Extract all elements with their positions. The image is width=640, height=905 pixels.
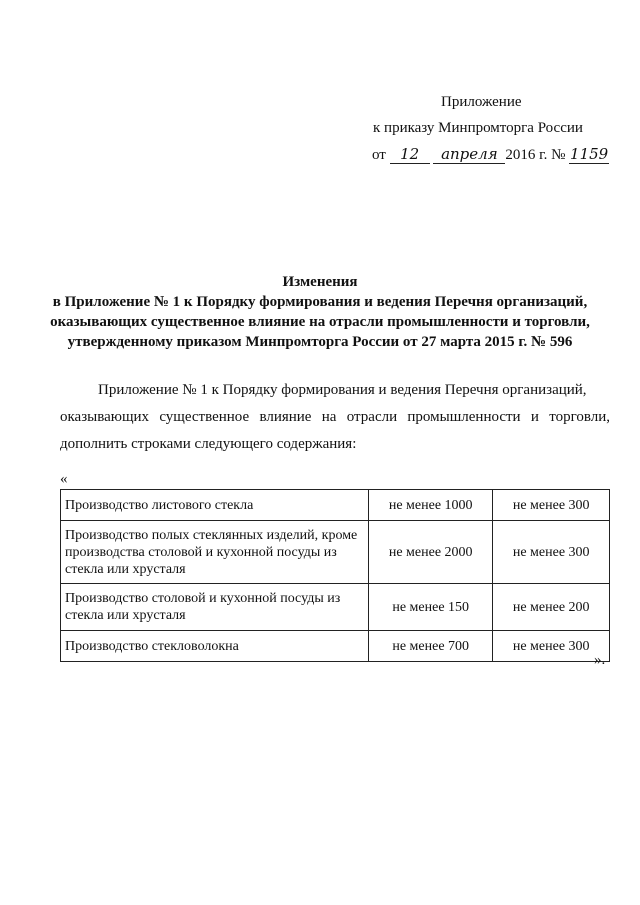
appendix-order-reference: к приказу Минпромторга России [373, 120, 583, 136]
table-row [61, 521, 610, 584]
document-title [30, 272, 610, 352]
paragraph-rest: оказывающих существенное влияние на отрасли промышленности и торговли, дополнить строками следующего содержания: [60, 409, 610, 452]
date-year: 2016 г. № [505, 147, 566, 163]
threshold-2: не менее 300 [493, 521, 610, 584]
changes-table [60, 489, 610, 662]
title-line-2: в Приложение № 1 к Порядку формирования и ведения Перечня организаций, [52, 294, 588, 310]
appendix-label: Приложение [441, 94, 522, 110]
handwritten-doc-number: 1159 [570, 145, 609, 163]
threshold-2: не менее 300 [493, 490, 610, 521]
threshold-1: не менее 2000 [369, 521, 493, 584]
body-paragraph [60, 377, 610, 458]
threshold-1: не менее 1000 [369, 490, 493, 521]
title-heading: Изменения [282, 274, 358, 290]
table-row [61, 490, 610, 521]
opening-quote: « [60, 471, 68, 487]
paragraph-first-line: Приложение № 1 к Порядку формирования и ведения Перечня организаций, [98, 382, 587, 398]
title-line-3: оказывающих существенное влияние на отрасли промышленности и торговли, [50, 314, 590, 330]
threshold-2: не менее 300 [493, 631, 610, 662]
threshold-2: не менее 200 [493, 584, 610, 631]
activity-name: Производство листового стекла [61, 490, 369, 521]
activity-name: Производство стекловолокна [61, 631, 369, 662]
threshold-1: не менее 700 [369, 631, 493, 662]
table-row [61, 584, 610, 631]
handwritten-day: 12 [390, 145, 430, 164]
activity-name: Производство полых стеклянных изделий, кроме производства столовой и кухонной посуды из стекла или хрусталя [61, 521, 369, 584]
date-prefix: от [372, 147, 386, 163]
threshold-1: не менее 150 [369, 584, 493, 631]
table-row [61, 631, 610, 662]
activity-name: Производство столовой и кухонной посуды из стекла или хрусталя [61, 584, 369, 631]
closing-quote: ». [594, 652, 606, 668]
appendix-date-line [372, 145, 612, 165]
handwritten-month: апреля [433, 145, 505, 164]
title-line-4: утвержденному приказом Минпромторга России от 27 марта 2015 г. № 596 [67, 334, 573, 350]
